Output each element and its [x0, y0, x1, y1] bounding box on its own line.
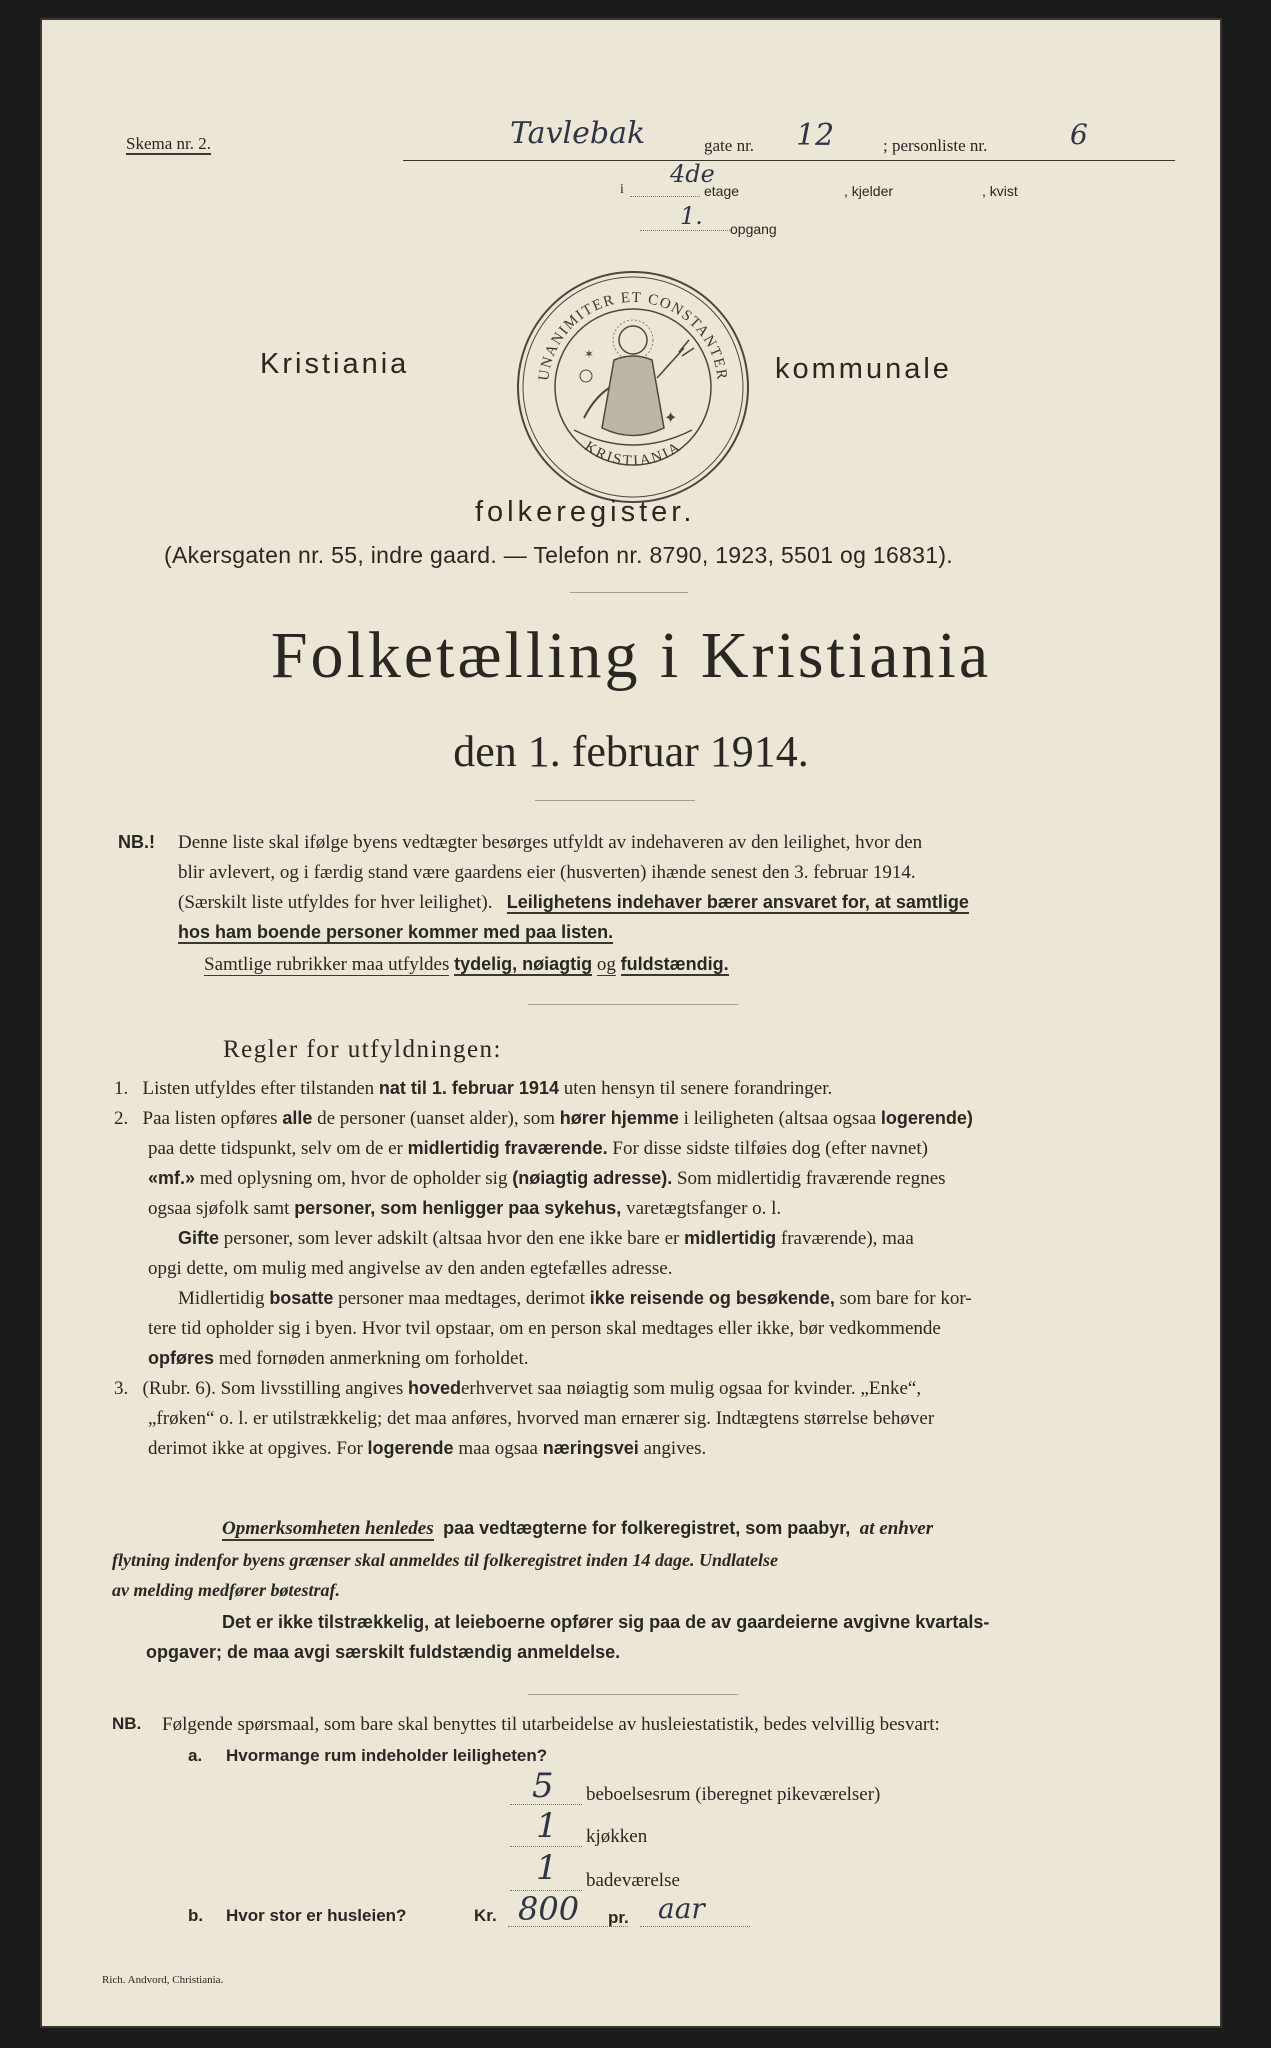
nb-line [204, 954, 729, 976]
nb-emphasis: tydelig, nøiagtig [454, 954, 593, 974]
rule-text: med fornøden anmerkning om forholdet. [218, 1348, 529, 1369]
nb-label: NB.! [118, 832, 155, 852]
rule-text: erhvervet saa nøiagtig som mulig ogsaa for kvinder. „Enke“, [461, 1378, 922, 1399]
rooms-list [510, 1766, 1030, 1894]
rule-emphasis: logerende) [880, 1108, 973, 1128]
census-form-page [40, 18, 1222, 2028]
seal-bottom-text: KRISTIANIA [581, 438, 685, 470]
notice-line: Det er ikke tilstrækkelig, at leieboerne opfører sig paa de av gaardeierne avgivne kvartals- [222, 1612, 990, 1632]
rule-2-line [178, 1288, 972, 1310]
rule-number: 1. [114, 1078, 129, 1099]
nb2-intro: Følgende spørsmaal, som bare skal benyttes til utarbeidelse av husleiestatistik, bedes velvillig besvart: [162, 1714, 940, 1735]
rule-emphasis: midlertidig fraværende. [407, 1138, 608, 1158]
rule-text: Midlertidig [178, 1288, 265, 1309]
room-count: 1 [536, 1806, 558, 1846]
rule-text: med oplysning om, hvor de opholder sig [199, 1168, 508, 1189]
rent-value: 800 [518, 1890, 580, 1928]
opgang-label: opgang [730, 221, 777, 237]
rule-text: som bare for kor- [839, 1288, 972, 1309]
rule-emphasis: hører hjemme [559, 1108, 679, 1128]
seal-top-text: UNANIMITER ET CONSTANTER [536, 289, 730, 382]
rule-text: Som midlertidig fraværende regnes [676, 1168, 946, 1189]
rule-number: 2. [114, 1108, 129, 1129]
i-label: i [620, 182, 624, 197]
rule-text: varetægtsfanger o. l. [626, 1198, 782, 1219]
rules-list [114, 1078, 1194, 1478]
period-value: aar [658, 1892, 705, 1925]
personliste-label: ; personliste nr. [883, 136, 988, 155]
office-address: (Akersgaten nr. 55, indre gaard. — Telefon nr. 8790, 1923, 5501 og 16831). [164, 542, 953, 568]
divider [570, 592, 688, 593]
question-a-label: a. [188, 1746, 203, 1765]
kvist-label: , kvist [982, 183, 1018, 199]
opgang-value: 1. [680, 202, 703, 230]
rule-emphasis: hoved [407, 1378, 461, 1398]
nb-text: Samtlige rubrikker maa utfyldes [204, 954, 450, 975]
rule-emphasis: Gifte [178, 1228, 220, 1248]
etage-label: etage [704, 183, 740, 199]
rule-3-line [148, 1438, 706, 1460]
nb-line [178, 922, 613, 944]
svg-text:KRISTIANIA [581, 439, 684, 470]
divider [528, 1004, 738, 1005]
rule-text: de personer (uanset alder), som [317, 1108, 556, 1129]
rule-emphasis: alle [282, 1108, 313, 1128]
rule-2 [114, 1108, 973, 1130]
printer-imprint: Rich. Andvord, Christiania. [102, 1974, 224, 1986]
street-name-handwritten: Tavlebak [510, 116, 646, 151]
rule-text: derimot ikke at opgives. For [148, 1438, 363, 1459]
divider [528, 1694, 738, 1695]
skema-label: Skema nr. 2. [126, 134, 211, 153]
nb-text: og [596, 954, 616, 975]
rule-emphasis: bosatte [269, 1288, 334, 1308]
rule-text: Paa listen opføres [142, 1108, 278, 1129]
rule-3-line: „frøken“ o. l. er utilstrækkelig; det maa anføres, hvorved man ernærer sig. Indtægtens størrelse behøver [148, 1408, 935, 1429]
rule-emphasis: nat til 1. februar 1914 [378, 1078, 559, 1098]
nb-line: blir avlevert, og i færdig stand være gaardens eier (husverten) ihænde senest den 3. februar 1914. [178, 862, 916, 883]
rule-text: paa dette tidspunkt, selv om de er [148, 1138, 403, 1159]
notice-line: opgaver; de maa avgi særskilt fuldstændig anmeldelse. [146, 1642, 621, 1662]
rule-1 [114, 1078, 832, 1100]
nb-responsibility-text: hos ham boende personer kommer med paa listen. [178, 922, 614, 942]
rule-text: personer, som lever adskilt (altsaa hvor den ene ikke bare er [223, 1228, 680, 1249]
room-label: beboelsesrum (iberegnet pikeværelser) [586, 1784, 881, 1805]
rule-text: maa ogsaa [458, 1438, 538, 1459]
gate-nr-label: gate nr. [704, 136, 755, 155]
rule-2-line: opgi dette, om mulig med angivelse av den anden egtefælles adresse. [148, 1258, 673, 1279]
nb-text: (Særskilt liste utfyldes for hver leilighet). [178, 892, 493, 913]
rule-3 [114, 1378, 921, 1400]
notice-emphasis: at enhver [859, 1518, 934, 1539]
per-label: pr. [608, 1908, 629, 1927]
rule-number: 3. [114, 1378, 129, 1399]
notice-line: av melding medfører bøtestraf. [112, 1580, 340, 1600]
notice-emphasis: Opmerksomheten henledes [222, 1518, 434, 1539]
document-title: Folketælling i Kristiania [270, 619, 992, 692]
rule-text: For disse sidste tilføies dog (efter navnet) [612, 1138, 928, 1159]
rule-text: angives. [643, 1438, 707, 1459]
notice-line [222, 1518, 933, 1540]
rule-emphasis: næringsvei [542, 1438, 639, 1458]
rule-emphasis: ikke reisende og besøkende, [589, 1288, 835, 1308]
nb-line [178, 892, 969, 914]
nb2-label: NB. [112, 1714, 142, 1733]
rule-2-line [148, 1348, 529, 1370]
room-label: badeværelse [586, 1870, 680, 1891]
census-date: den 1. februar 1914. [453, 727, 809, 776]
rule-emphasis: «mf.» [148, 1168, 196, 1188]
rule-2-line [148, 1138, 928, 1160]
rule-emphasis: personer, som henligger paa sykehus, [294, 1198, 622, 1218]
question-b-label: b. [188, 1906, 204, 1925]
rule-emphasis: (nøiagtig adresse). [512, 1168, 673, 1188]
folkeregister-label: folkeregister. [475, 496, 696, 528]
rule-text: i leiligheten (altsaa ogsaa [683, 1108, 877, 1129]
room-label: kjøkken [586, 1826, 648, 1847]
gate-nr-value: 12 [796, 118, 835, 153]
rules-heading: Regler for utfyldningen: [223, 1036, 502, 1063]
room-count: 1 [536, 1848, 558, 1888]
nb-emphasis: fuldstændig. [620, 954, 729, 974]
rule-text: uten hensyn til senere forandringer. [563, 1078, 833, 1099]
notice-paragraph [112, 1518, 1202, 1688]
rule-emphasis: midlertidig [684, 1228, 777, 1248]
personliste-value: 6 [1070, 118, 1088, 151]
kr-label: Kr. [474, 1906, 497, 1925]
question-b: Hvor stor er husleien? [226, 1906, 407, 1925]
rule-2-line: tere tid opholder sig i byen. Hvor tvil opstaar, om en person skal medtages eller ikke, bør vedkommende [148, 1318, 941, 1339]
divider [535, 800, 695, 801]
rule-text: (Rubr. 6). Som livsstilling angives [142, 1378, 404, 1399]
kristiania-label: Kristiania [260, 348, 410, 380]
rule-emphasis: logerende [367, 1438, 454, 1458]
rule-2-line [178, 1228, 914, 1250]
nb-responsibility-text: Leilighetens indehaver bærer ansvaret for, at samtlige [506, 892, 969, 912]
notice-text: paa vedtægterne for folkeregistret, som paabyr, [443, 1518, 851, 1538]
rule-text: personer maa medtages, derimot [338, 1288, 585, 1309]
rule-emphasis: opføres [148, 1348, 215, 1368]
kommunale-label: kommunale [775, 353, 952, 385]
svg-text:✦: ✦ [664, 408, 678, 427]
rule-2-line [148, 1198, 781, 1220]
etage-value: 4de [670, 160, 715, 188]
rule-text: Listen utfyldes efter tilstanden [142, 1078, 375, 1099]
notice-line: flytning indenfor byens grænser skal anmeldes til folkeregistret inden 14 dage. Undlatelse [112, 1550, 779, 1570]
svg-text:✶: ✶ [584, 347, 595, 361]
room-count: 5 [532, 1766, 554, 1806]
rule-text: ogsaa sjøfolk samt [148, 1198, 290, 1219]
nb-line: Denne liste skal ifølge byens vedtægter besørges utfyldt av indehaveren av den leilighet, hvor den [178, 832, 923, 853]
question-a: Hvormange rum indeholder leiligheten? [226, 1746, 548, 1765]
rule-2-line [148, 1168, 946, 1190]
kjelder-label: , kjelder [844, 183, 894, 199]
rule-text: fraværende), maa [780, 1228, 914, 1249]
kristiania-seal-icon [514, 268, 752, 506]
